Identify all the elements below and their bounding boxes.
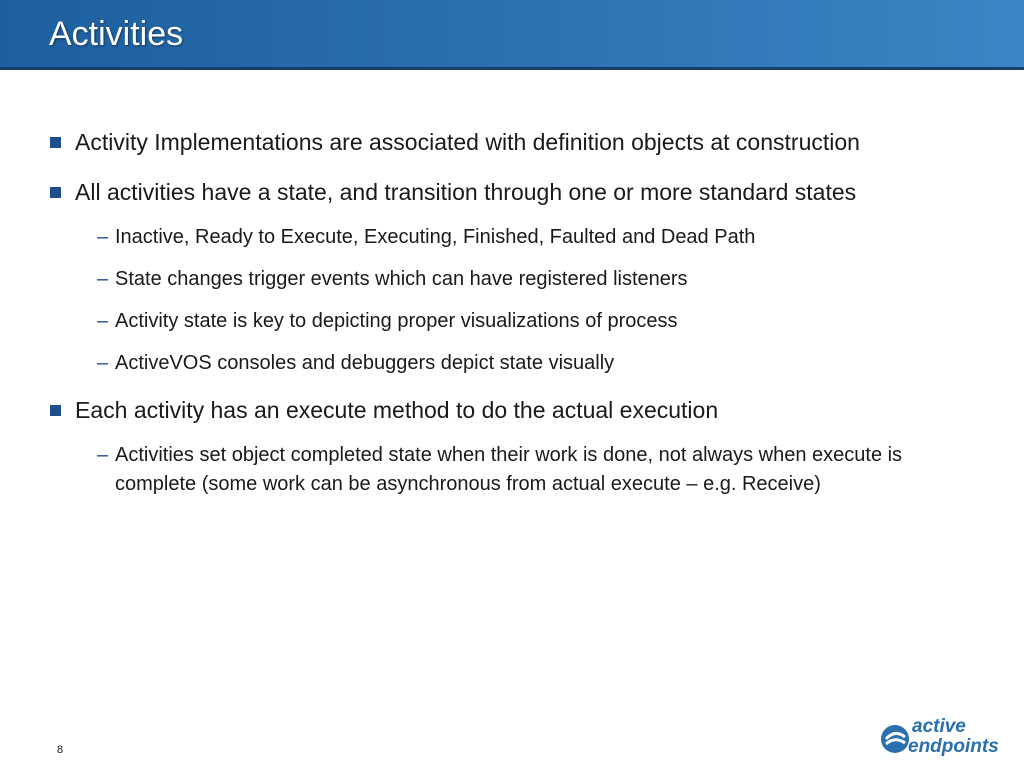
- sub-bullet-text: State changes trigger events which can have registered listeners: [115, 268, 688, 290]
- dash-bullet-icon: –: [97, 226, 109, 248]
- sub-bullet-text: Activities set object completed state when their work is done, not always when execute is complete (some work can be asynchronous from actual execute – e.g. Receive): [115, 444, 903, 495]
- dash-bullet-icon: –: [97, 352, 109, 374]
- logo-text-endpoints: endpoints: [908, 736, 999, 757]
- sub-bullet-item: [49, 349, 959, 378]
- title-bar: [0, 0, 1024, 70]
- bullet-item: [49, 176, 959, 208]
- dash-bullet-icon: –: [97, 310, 109, 332]
- sub-bullet-item: [49, 441, 959, 499]
- active-endpoints-logo: [878, 716, 1018, 762]
- sub-bullet-item: [49, 265, 959, 294]
- logo-text-active: active: [912, 716, 966, 737]
- sub-bullet-item: [49, 307, 959, 336]
- bullet-text: All activities have a state, and transition through one or more standard states: [75, 179, 857, 205]
- sub-bullet-text: Activity state is key to depicting proper visualizations of process: [115, 310, 678, 332]
- page-number: 8: [57, 744, 64, 756]
- dash-bullet-icon: –: [97, 268, 109, 290]
- bullet-text: Activity Implementations are associated with definition objects at construction: [75, 129, 860, 155]
- bullet-item: [49, 394, 959, 426]
- slide-content: [49, 126, 959, 515]
- slide-title: Activities: [49, 15, 184, 53]
- square-bullet-icon: [50, 405, 61, 416]
- sub-bullet-text: ActiveVOS consoles and debuggers depict state visually: [115, 352, 615, 374]
- sub-bullet-text: Inactive, Ready to Execute, Executing, Finished, Faulted and Dead Path: [115, 226, 756, 248]
- sub-bullet-item: [49, 223, 959, 252]
- square-bullet-icon: [50, 137, 61, 148]
- square-bullet-icon: [50, 187, 61, 198]
- logo-swirl-icon: [880, 724, 910, 754]
- dash-bullet-icon: –: [97, 444, 109, 466]
- bullet-text: Each activity has an execute method to do the actual execution: [75, 397, 719, 423]
- bullet-item: [49, 126, 959, 158]
